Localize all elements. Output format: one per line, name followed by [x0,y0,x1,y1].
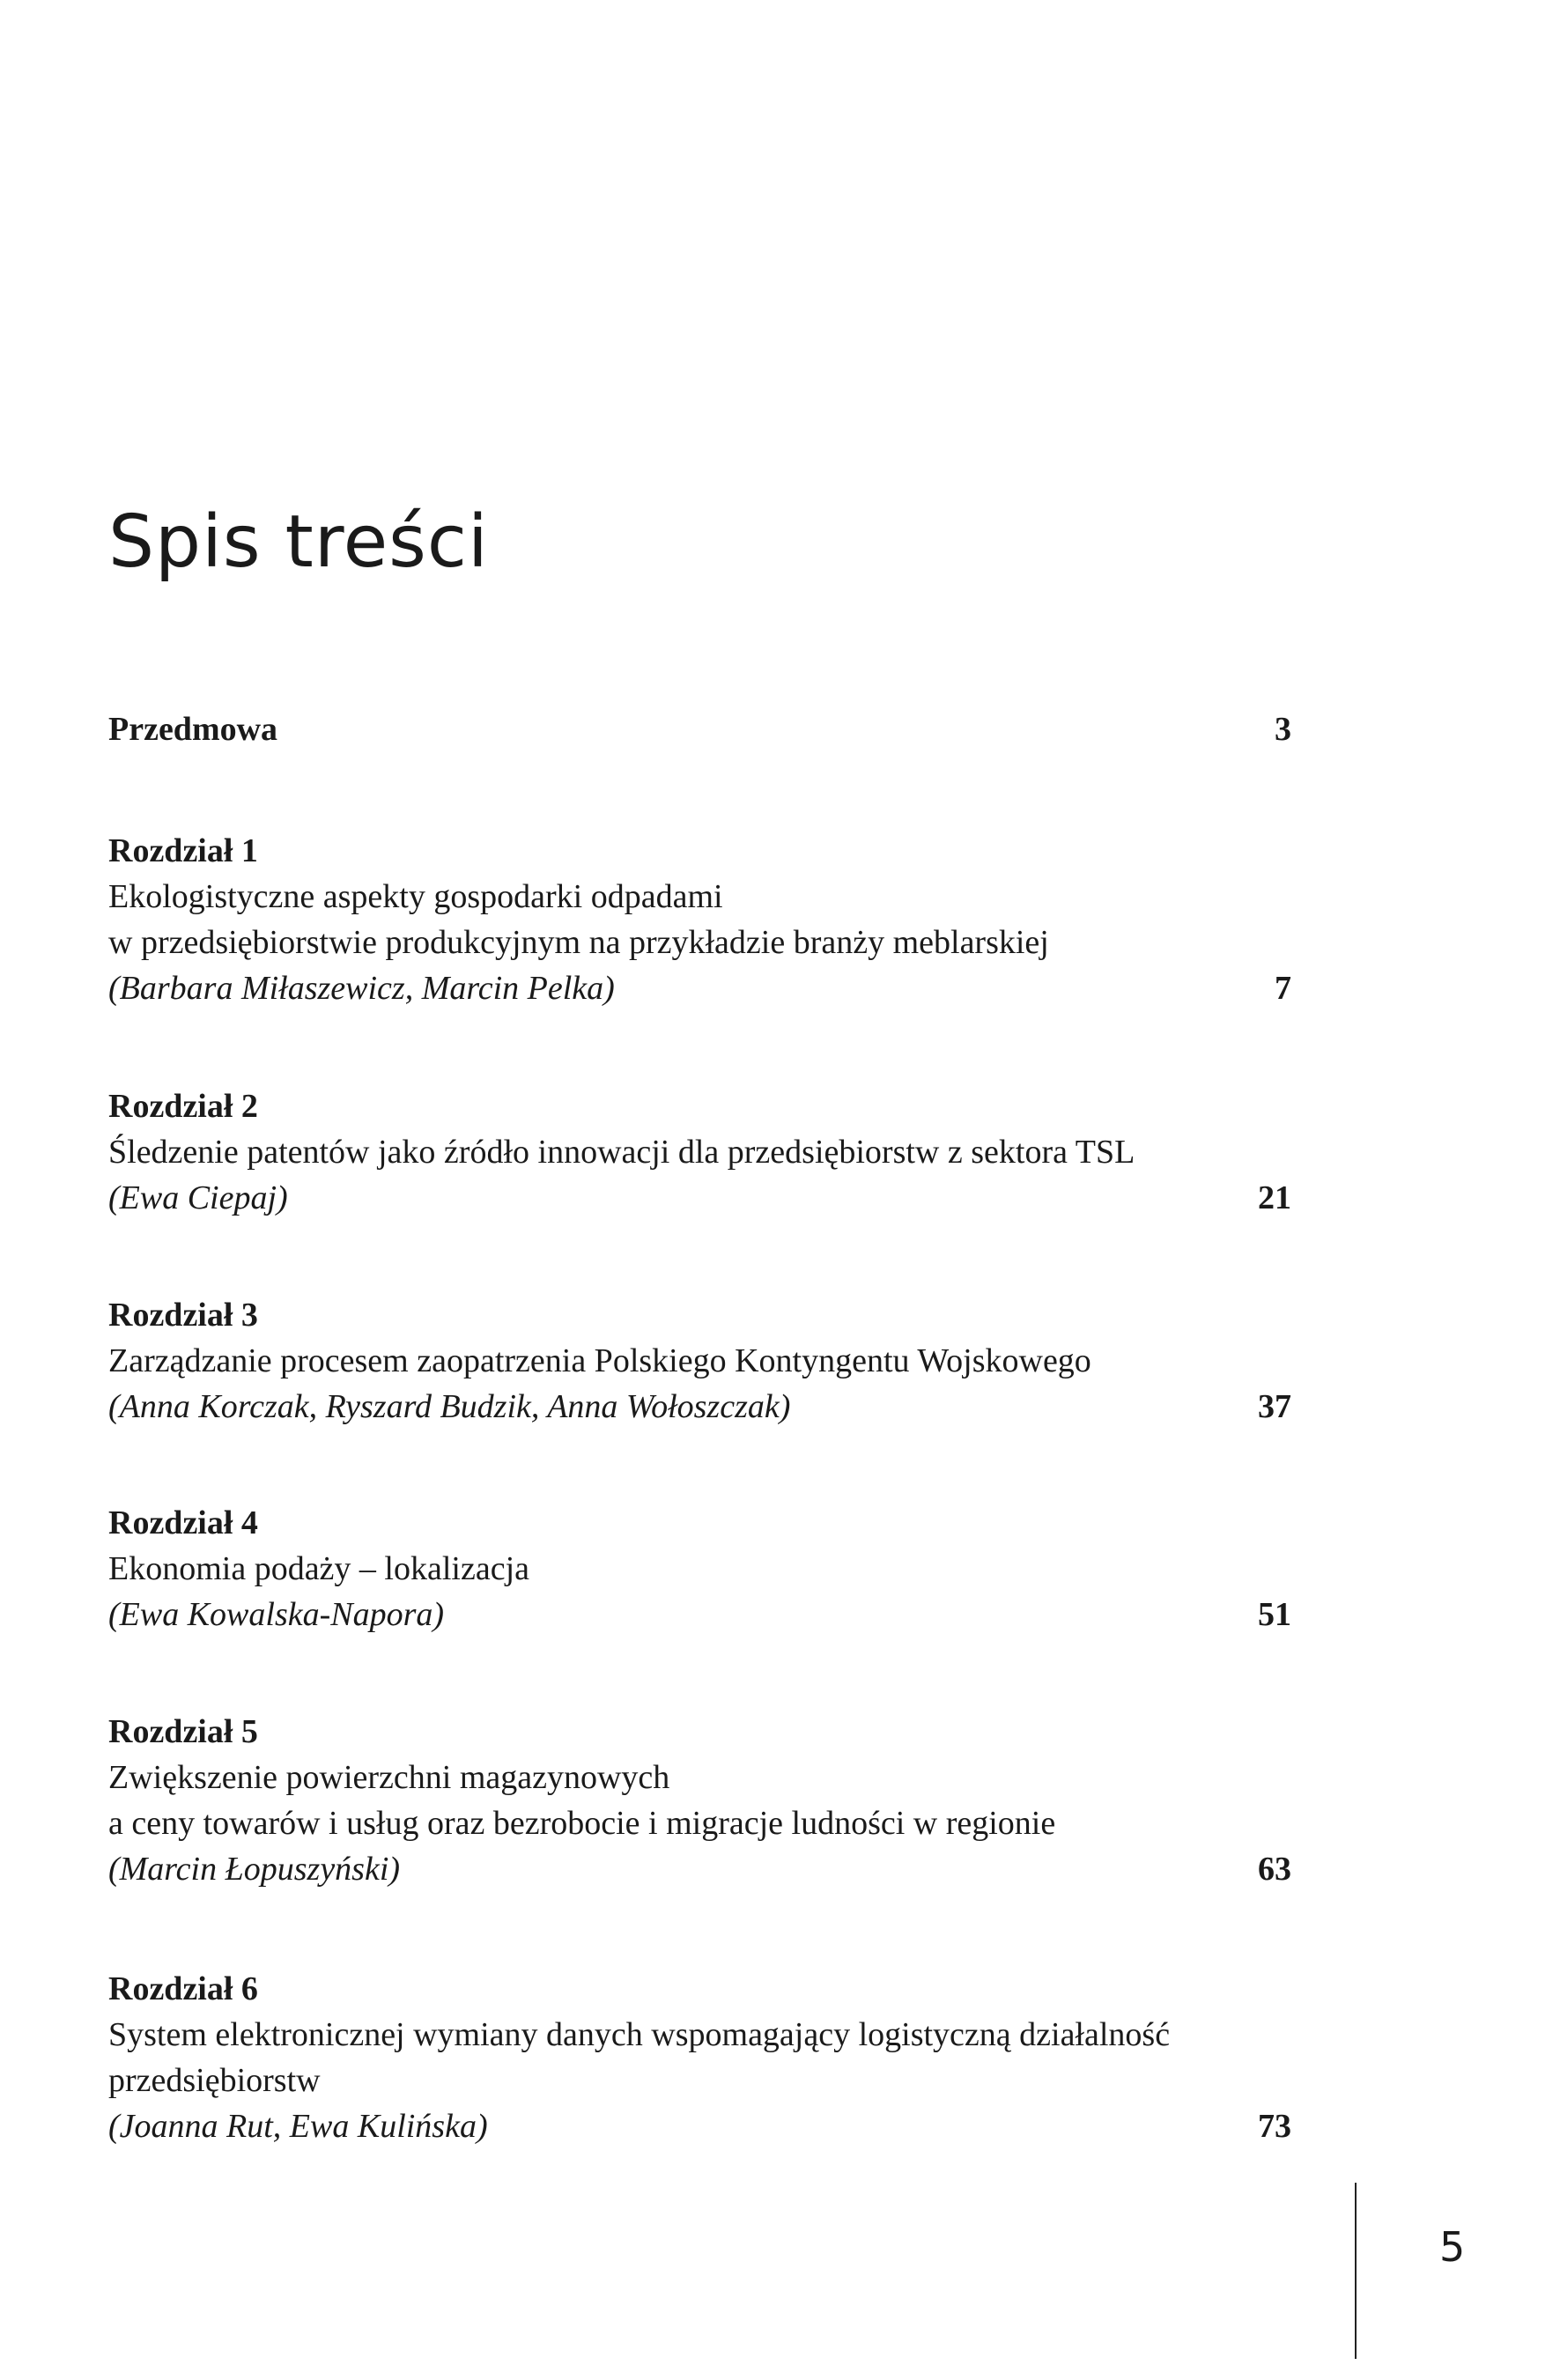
table-of-contents [108,0,1291,2380]
entry-title-line: Śledzenie patentów jako źródło innowacji dla przedsiębiorstw z sektora TSL [108,1134,1135,1171]
toc-entry-chapter-2 [108,1083,1291,1221]
entry-authors: (Joanna Rut, Ewa Kulińska) [108,2108,488,2145]
entry-label: Przedmowa [108,711,278,748]
entry-title-line: przedsiębiorstw [108,2062,321,2099]
entry-page-number: 7 [1275,970,1291,1007]
entry-authors: (Barbara Miłaszewicz, Marcin Pelka) [108,970,615,1007]
entry-label: Rozdział 1 [108,832,258,869]
toc-entry-chapter-4 [108,1500,1291,1637]
toc-entry-preface [108,706,1291,752]
entry-label: Rozdział 3 [108,1297,258,1334]
entry-label: Rozdział 2 [108,1088,258,1125]
entry-page-number: 3 [1275,711,1291,748]
folio-rule [1355,2183,1357,2359]
entry-authors: (Ewa Kowalska-Napora) [108,1596,445,1633]
entry-label: Rozdział 5 [108,1713,258,1750]
entry-title-line: w przedsiębiorstwie produkcyjnym na przykładzie branży meblarskiej [108,924,1049,961]
entry-label: Rozdział 4 [108,1504,258,1541]
entry-title-line: Zarządzanie procesem zaopatrzenia Polskiego Kontyngentu Wojskowego [108,1342,1091,1379]
entry-authors: (Anna Korczak, Ryszard Budzik, Anna Wołoszczak) [108,1388,791,1425]
entry-title-line: a ceny towarów i usług oraz bezrobocie i migracje ludności w regionie [108,1805,1056,1842]
entry-authors: (Marcin Łopuszyński) [108,1851,401,1888]
page-title: Spis treści [108,500,489,584]
entry-title-line: Zwiększenie powierzchni magazynowych [108,1759,670,1796]
entry-page-number: 51 [1258,1596,1291,1633]
entry-title-line: System elektronicznej wymiany danych wspomagający logistyczną działalność [108,2016,1171,2053]
entry-page-number: 21 [1258,1179,1291,1216]
entry-title-line: Ekologistyczne aspekty gospodarki odpadami [108,878,723,915]
entry-authors: (Ewa Ciepaj) [108,1179,288,1216]
entry-page-number: 73 [1258,2108,1291,2145]
entry-page-number: 63 [1258,1851,1291,1888]
entry-page-number: 37 [1258,1388,1291,1425]
toc-entry-chapter-5 [108,1709,1291,1892]
toc-entry-chapter-1 [108,828,1291,1011]
toc-entry-chapter-6 [108,1966,1291,2149]
page-folio: 5 [1439,2223,1466,2271]
entry-title-line: Ekonomia podaży – lokalizacja [108,1550,529,1587]
entry-label: Rozdział 6 [108,1970,258,2007]
toc-entry-chapter-3 [108,1292,1291,1430]
